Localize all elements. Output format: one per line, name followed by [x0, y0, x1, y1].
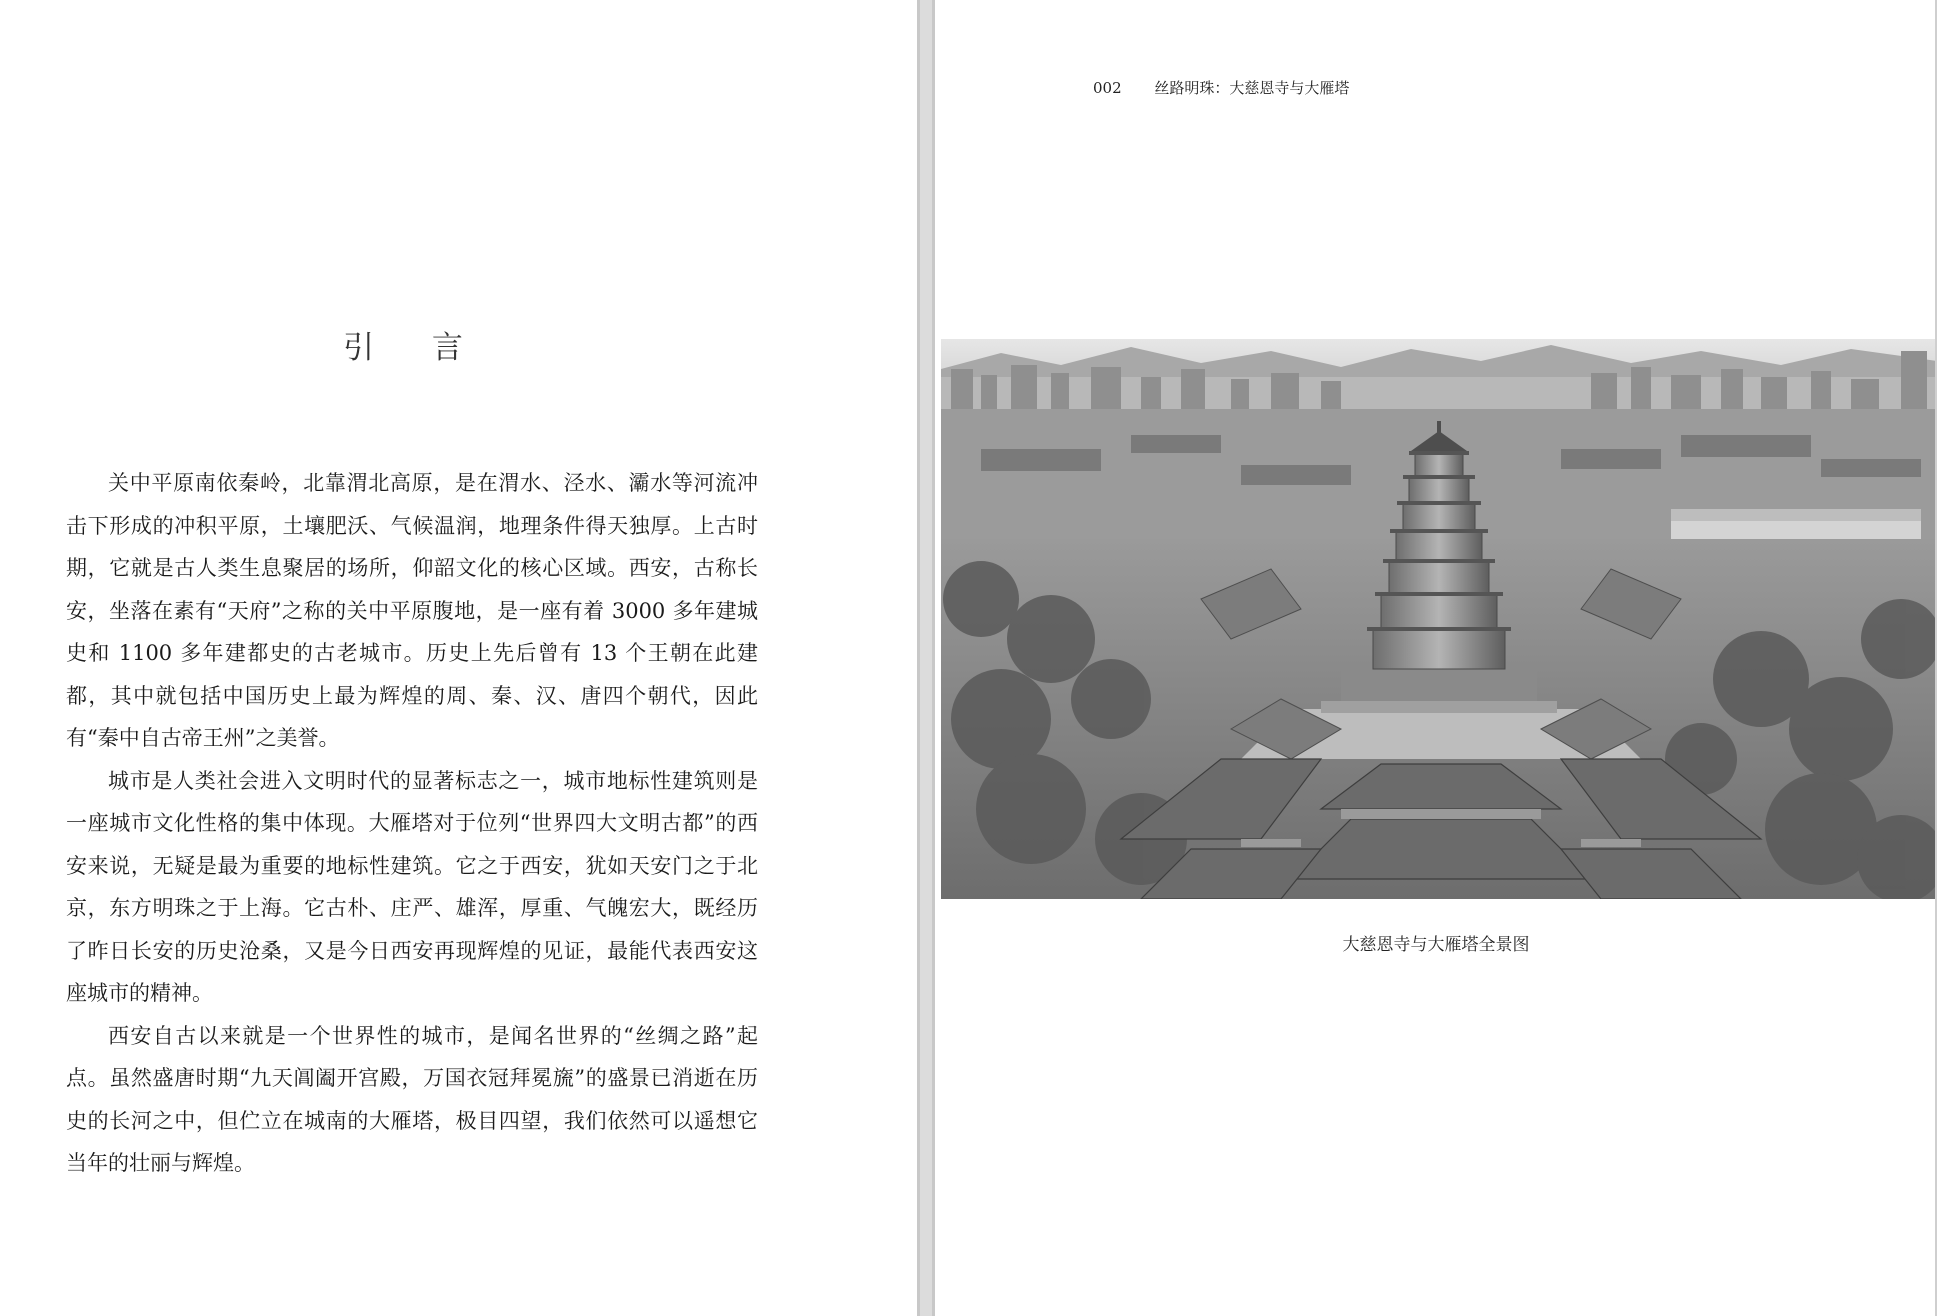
body-text: [66, 462, 758, 1185]
page-number: 002: [1093, 79, 1122, 97]
paragraph: 西安自古以来就是一个世界性的城市，是闻名世界的“丝绸之路”起点。虽然盛唐时期“九天阊阖开宫殿，万国衣冠拜冕旒”的盛景已消逝在历史的长河之中，但伫立在城南的大雁塔，极目四望，我们依然可以遥想它当年的壮丽与辉煌。: [66, 1023, 758, 1175]
panorama-photo: [941, 339, 1937, 899]
gutter-edge-left: [917, 0, 920, 1316]
chapter-title: 引 言: [343, 330, 487, 366]
paragraph: 关中平原南依秦岭，北靠渭北高原，是在渭水、泾水、灞水等河流冲击下形成的冲积平原，土壤肥沃、气候温润，地理条件得天独厚。上古时期，它就是古人类生息聚居的场所，仰韶文化的核心区域。西安，古称长安，坐落在素有“天府”之称的关中平原腹地，是一座有着 3000 多年建城史和 1100 多年建都史的古老城市。历史上先后曾有 13 个王朝在此建都，其中就包括中国历史上最为辉煌的周、秦、汉、唐四个朝代，因此有“秦中自古帝王州”之美誉。: [66, 471, 758, 750]
running-head: [1093, 77, 1349, 98]
running-title: 丝路明珠：大慈恩寺与大雁塔: [1154, 79, 1350, 97]
right-page: [935, 0, 1937, 1316]
paragraph: 城市是人类社会进入文明时代的显著标志之一，城市地标性建筑则是一座城市文化性格的集中体现。大雁塔对于位列“世界四大文明古都”的西安来说，无疑是最为重要的地标性建筑。它之于西安，犹如天安门之于北京，东方明珠之于上海。它古朴、庄严、雄浑，厚重、气魄宏大，既经历了昨日长安的历史沧桑，又是今日西安再现辉煌的见证，最能代表西安这座城市的精神。: [66, 768, 758, 1005]
page-gutter: [917, 0, 935, 1316]
photo-caption: 大慈恩寺与大雁塔全景图: [1342, 935, 1530, 955]
left-page: [0, 0, 917, 1316]
